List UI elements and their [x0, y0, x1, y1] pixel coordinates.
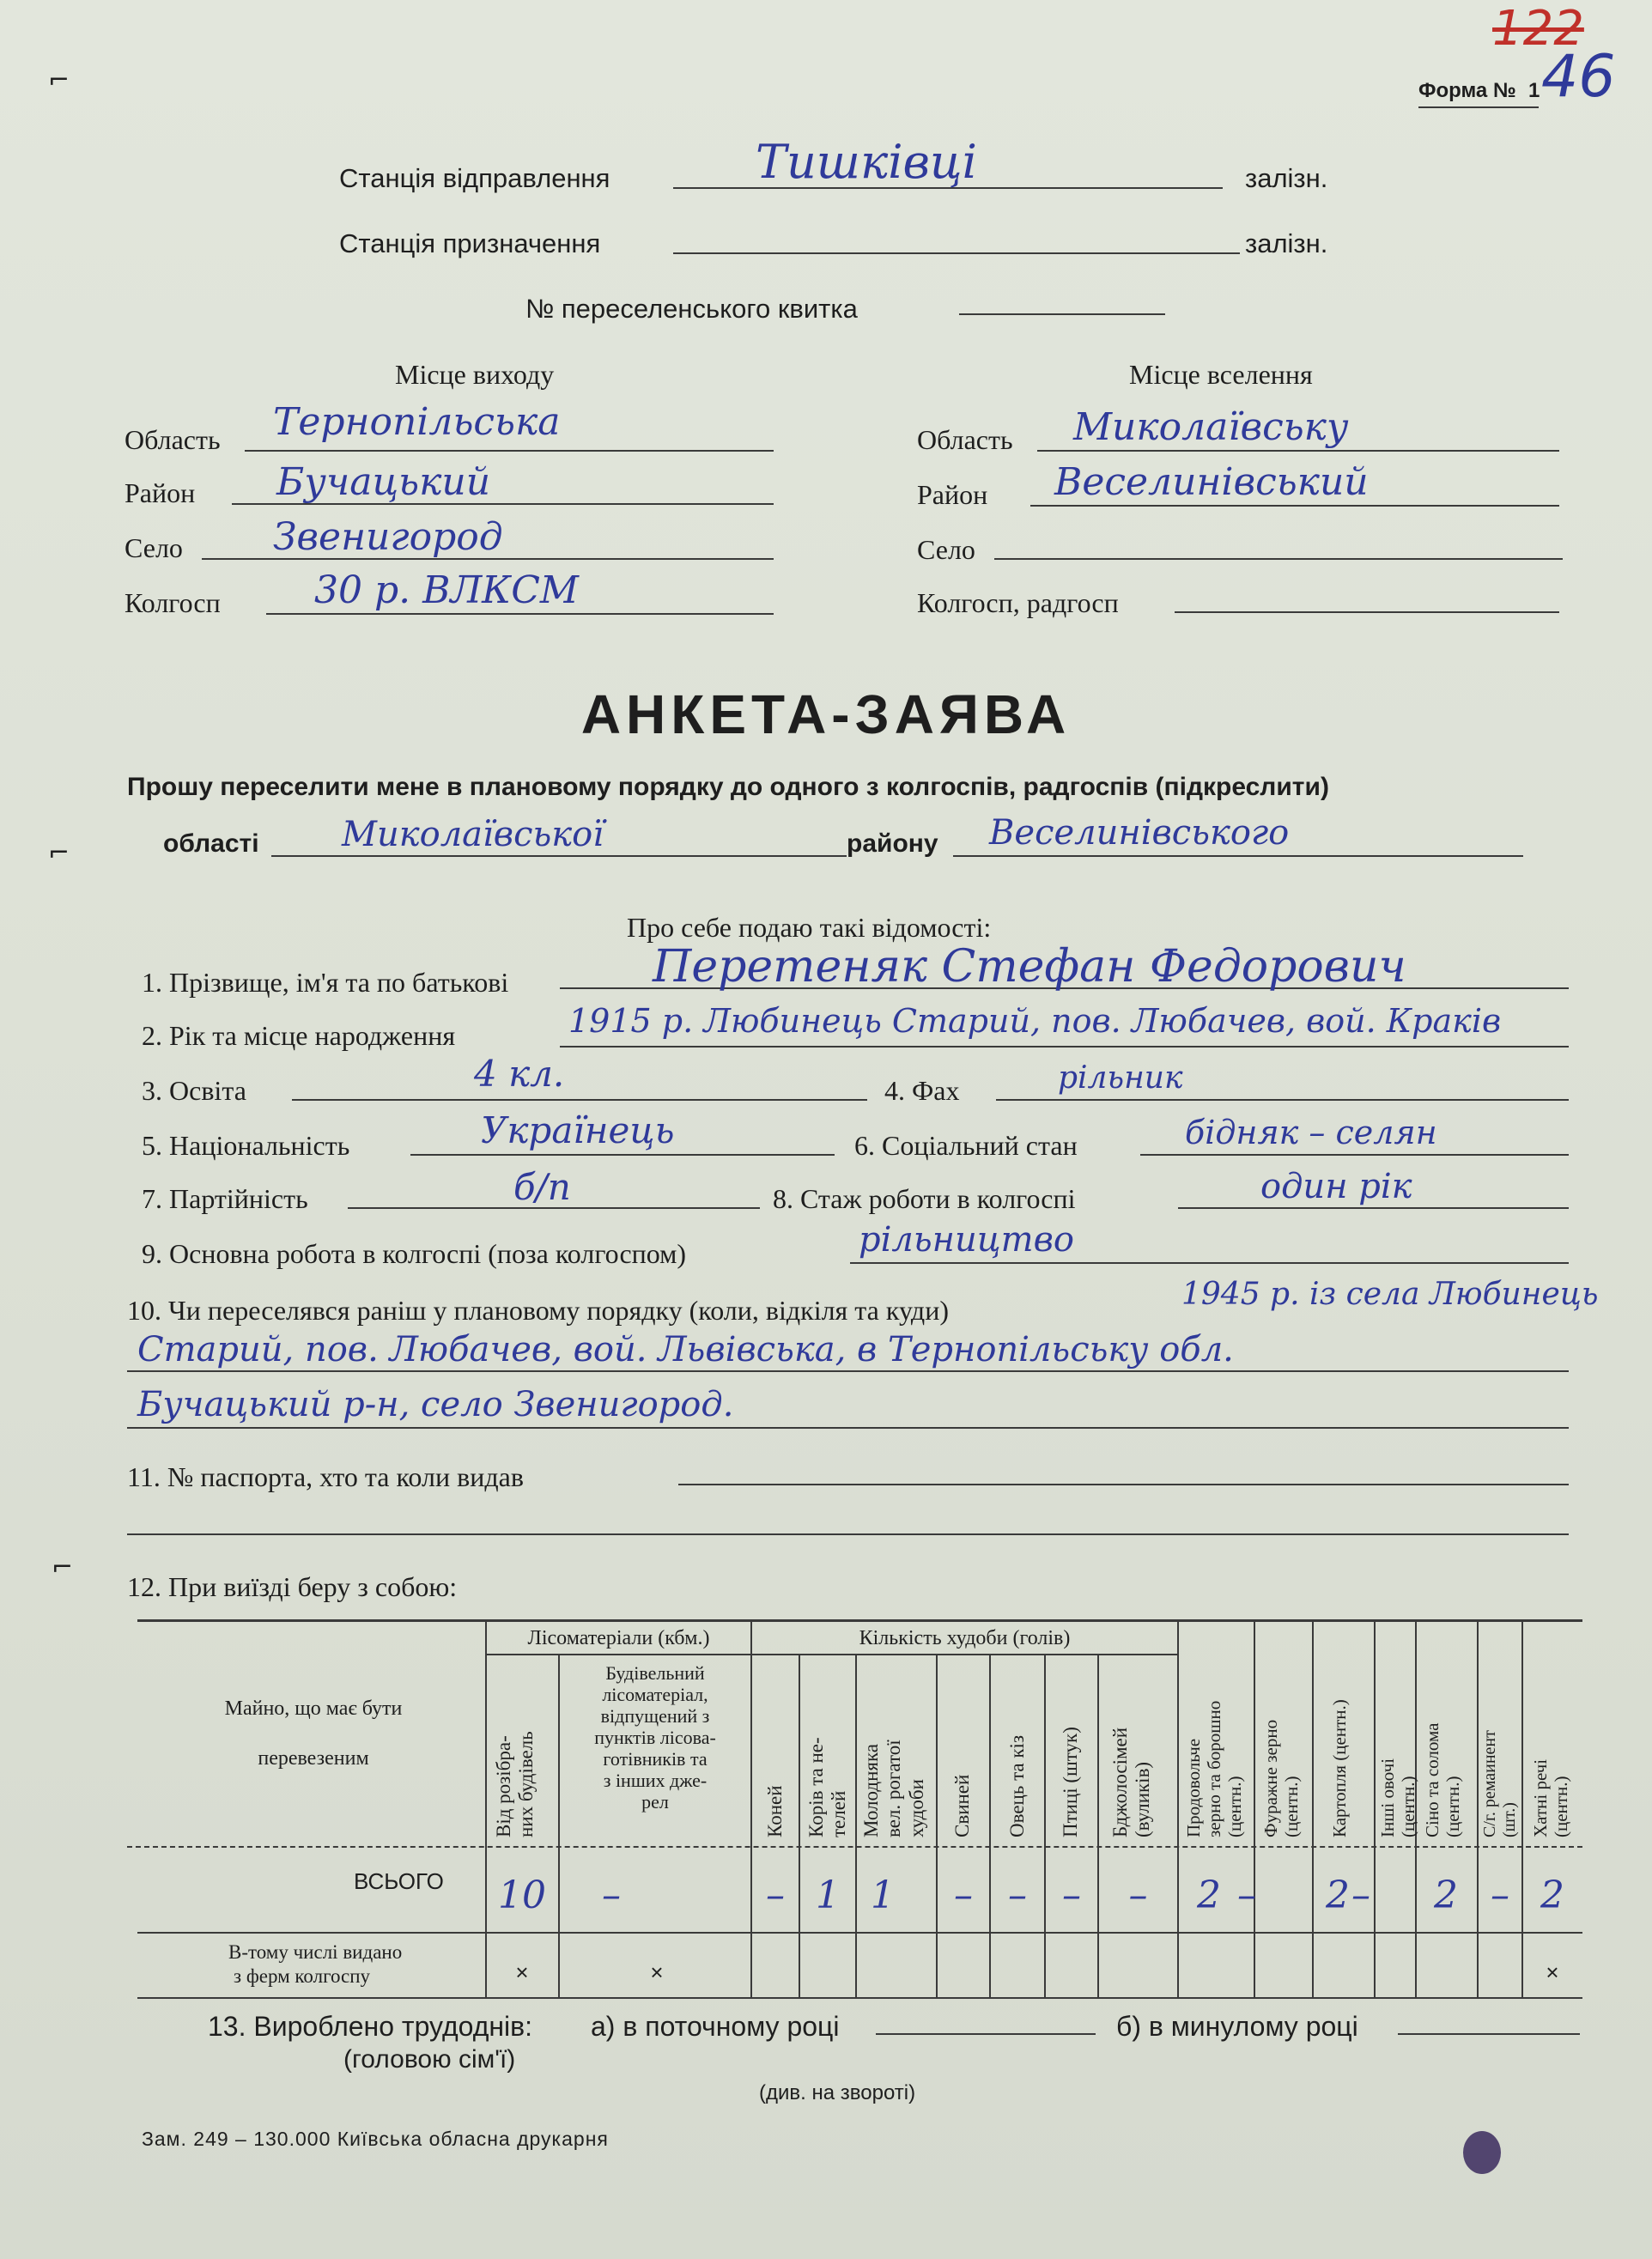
- total-dismantled: 10: [498, 1873, 546, 1917]
- ticket-line: [959, 313, 1165, 315]
- q3-line: [292, 1099, 867, 1101]
- col-building-material-line: пунктів лісова-: [594, 1727, 716, 1748]
- request-raion-label: району: [847, 829, 938, 858]
- col-building-material: [560, 1662, 750, 1813]
- origin-raion-value: Бучацький: [276, 460, 491, 504]
- total-fodder-dash: –: [1237, 1873, 1256, 1917]
- group-livestock: Кількість худоби (голів): [859, 1627, 1071, 1649]
- origin-oblast-value: Тернопільська: [273, 400, 561, 444]
- q10-value-2: Старий, пов. Любачев, вой. Львівська, в Тернопільську обл.: [137, 1330, 1234, 1369]
- total-horses: –: [766, 1873, 785, 1917]
- col-divider-6: [936, 1654, 938, 1997]
- form-label-underline: [1418, 106, 1539, 108]
- col-divider-12: [1312, 1619, 1314, 1997]
- col-household-line: (центн.): [1551, 1776, 1572, 1837]
- col-machines-line: (шт.): [1500, 1802, 1519, 1837]
- q5-label: 5. Національність: [142, 1130, 350, 1161]
- q2-line: [560, 1046, 1569, 1048]
- col-sheep-line: Овець та кіз: [1006, 1734, 1028, 1837]
- request-oblast-value: Миколаївської: [342, 815, 604, 854]
- q3-label: 3. Освіта: [142, 1075, 246, 1106]
- col-household-line: Хатні речі: [1530, 1758, 1551, 1837]
- request-oblast-label: області: [163, 829, 259, 858]
- col-divider-3: [750, 1619, 752, 1997]
- total-bees: –: [1128, 1873, 1148, 1917]
- form-title: АНКЕТА-ЗАЯВА: [580, 683, 1072, 745]
- margin-mark: ⌐: [48, 838, 70, 868]
- q10-value-3: Бучацький р-н, село Звенигород.: [137, 1385, 734, 1424]
- table-group-divider: [485, 1654, 1177, 1655]
- q1-value: Перетеняк Стефан Федорович: [653, 941, 1406, 993]
- q8-line: [1178, 1207, 1569, 1209]
- col-building-material-line: рел: [641, 1791, 669, 1813]
- request-raion-line: [953, 855, 1523, 857]
- origin-raion-label: Район: [125, 477, 196, 508]
- see-reverse-note: (див. на звороті): [759, 2081, 916, 2104]
- col-hay-line: Сіно та солома: [1422, 1722, 1442, 1837]
- q4-line: [996, 1099, 1569, 1101]
- col-cattle-line: телей: [828, 1790, 850, 1837]
- col-divider-8: [1044, 1654, 1046, 1997]
- q8-value: один рік: [1260, 1167, 1412, 1206]
- col-vegetables-line: (центн.): [1398, 1776, 1419, 1837]
- col-divider-9: [1097, 1654, 1099, 1997]
- col-hay-line: (центн.): [1442, 1776, 1464, 1837]
- col-machines: [1480, 1730, 1520, 1837]
- col-property-line-2: перевезеним: [258, 1747, 369, 1770]
- total-pigs: –: [954, 1873, 973, 1917]
- row-issued-label-1: В-тому числі видано: [228, 1941, 403, 1963]
- col-vegetables-line: Інші овочі: [1377, 1758, 1398, 1837]
- workdays-label: 13. Вироблено трудоднів:: [208, 2011, 533, 2042]
- q5-value: Українець: [481, 1109, 675, 1151]
- col-building-material-line: відпущений з: [600, 1705, 710, 1727]
- destination-station-label: Станція призначення: [339, 228, 601, 258]
- about-heading: Про себе подаю такі відомості:: [627, 912, 992, 943]
- q2-value: 1915 р. Любинець Старий, пов. Любачев, вой. Краків: [568, 1002, 1502, 1040]
- workdays-b-line: [1398, 2033, 1580, 2035]
- q6-value: бідняк – селян: [1185, 1114, 1437, 1151]
- margin-mark: ⌐: [48, 65, 70, 95]
- destination-kolhosp-label: Колгосп, радгосп: [917, 587, 1119, 618]
- row-total-label: ВСЬОГО: [354, 1868, 444, 1894]
- col-divider-10: [1177, 1619, 1179, 1997]
- col-cattle: [805, 1737, 851, 1837]
- total-poultry: –: [1062, 1873, 1081, 1917]
- ticket-label: № переселенського квитка: [525, 294, 858, 324]
- destination-selo-line: [994, 558, 1563, 560]
- col-divider-13: [1374, 1619, 1376, 1997]
- total-cattle: 1: [816, 1873, 840, 1917]
- destination-raion-value: Веселинівський: [1054, 460, 1369, 504]
- col-poultry: [1060, 1727, 1082, 1837]
- destination-raion-label: Район: [917, 479, 988, 510]
- origin-oblast-label: Область: [125, 424, 221, 455]
- workdays-b-label: б) в минулому році: [1116, 2011, 1358, 2042]
- col-horses: [764, 1785, 787, 1837]
- q10-value-1: 1945 р. із села Любинець: [1181, 1277, 1599, 1312]
- issued-mark-household: ×: [1546, 1959, 1559, 1985]
- q4-label: 4. Фах: [884, 1075, 960, 1106]
- q11-line-2: [127, 1533, 1569, 1535]
- origin-kolhosp-label: Колгосп: [125, 587, 221, 618]
- origin-kolhosp-line: [266, 613, 774, 615]
- col-divider-7: [989, 1654, 991, 1997]
- total-food-grain: 2: [1197, 1873, 1221, 1917]
- railway-label-destination: залізн.: [1245, 228, 1328, 258]
- col-vegetables: [1377, 1758, 1418, 1837]
- origin-selo-label: Село: [125, 532, 183, 563]
- col-building-material-line: Будівельний: [605, 1662, 705, 1684]
- col-divider-15: [1477, 1619, 1479, 1997]
- col-pigs-line: Свиней: [951, 1774, 973, 1837]
- printer-imprint: Зам. 249 – 130.000 Київська обласна друкарня: [142, 2128, 609, 2150]
- total-young: 1: [871, 1873, 895, 1917]
- q12-label: 12. При виїзді беру з собою:: [127, 1571, 458, 1602]
- col-poultry-line: Птиці (штук): [1060, 1727, 1081, 1837]
- origin-selo-value: Звенигород: [273, 515, 503, 559]
- col-divider-16: [1521, 1619, 1523, 1997]
- archive-number-struck: 122: [1492, 1, 1584, 57]
- total-household: 2: [1540, 1873, 1564, 1917]
- total-potatoes-dash: –: [1351, 1873, 1370, 1917]
- total-hay: 2: [1434, 1873, 1458, 1917]
- destination-heading: Місце вселення: [1129, 359, 1313, 390]
- destination-selo-label: Село: [917, 534, 975, 565]
- q11-label: 11. № паспорта, хто та коли видав: [127, 1461, 524, 1492]
- destination-kolhosp-line: [1175, 611, 1559, 613]
- col-divider-11: [1254, 1619, 1255, 1997]
- col-cattle-line: Корів та не-: [805, 1737, 827, 1837]
- col-potatoes: [1329, 1699, 1350, 1837]
- q7-value: б/п: [513, 1166, 571, 1208]
- col-bees-line: Бджолосімей: [1109, 1727, 1131, 1837]
- total-fodder: 2: [1326, 1873, 1350, 1917]
- q9-label: 9. Основна робота в колгоспі (поза колгоспом): [142, 1238, 687, 1269]
- col-machines-line: С/г. ремаинент: [1480, 1730, 1499, 1837]
- railway-label-departure: залізн.: [1245, 163, 1328, 193]
- destination-oblast-value: Миколаївську: [1073, 405, 1349, 449]
- workdays-sub-label: (головою сім'ї): [343, 2045, 516, 2074]
- request-raion-value: Веселинівського: [989, 813, 1290, 853]
- col-dismantled-line: Від розібра-: [493, 1735, 514, 1837]
- form-number: 1: [1528, 79, 1540, 102]
- q7-label: 7. Партійність: [142, 1183, 308, 1214]
- ink-blot: [1463, 2131, 1501, 2174]
- col-household: [1530, 1759, 1571, 1837]
- q10-line-2: [127, 1370, 1569, 1372]
- col-divider-1: [485, 1619, 487, 1997]
- destination-raion-line: [1030, 505, 1559, 507]
- col-fodder-line: (центн.): [1281, 1776, 1303, 1837]
- col-young-line: худоби: [905, 1779, 927, 1837]
- table-bottom-border: [137, 1997, 1582, 1999]
- issued-mark-building: ×: [650, 1959, 664, 1985]
- q6-label: 6. Соціальний стан: [854, 1130, 1078, 1161]
- col-bees: [1109, 1728, 1155, 1837]
- col-hay: [1422, 1723, 1463, 1837]
- destination-oblast-line: [1037, 450, 1559, 452]
- col-food-grain-line: (центн.): [1224, 1776, 1246, 1837]
- total-sheep: –: [1008, 1873, 1027, 1917]
- origin-oblast-line: [245, 450, 774, 452]
- col-potatoes-line: Картопля (центн.): [1329, 1699, 1350, 1837]
- col-dismantled: [493, 1731, 538, 1837]
- col-sheep: [1006, 1735, 1029, 1837]
- col-building-material-line: з інших дже-: [603, 1770, 708, 1791]
- table-top-border: [137, 1619, 1582, 1622]
- q9-line: [850, 1262, 1569, 1264]
- request-oblast-line: [271, 855, 847, 857]
- origin-kolhosp-value: 30 р. ВЛКСМ: [314, 568, 579, 612]
- q10-line-3: [127, 1427, 1569, 1429]
- col-divider-5: [855, 1654, 857, 1997]
- group-timber: Лісоматеріали (кбм.): [527, 1627, 710, 1649]
- form-label: Форма №: [1418, 79, 1516, 102]
- col-young-line: вел. рогатої: [883, 1740, 905, 1837]
- departure-station-value: Тишківці: [756, 135, 977, 189]
- col-dismantled-line: них будівель: [515, 1731, 538, 1837]
- origin-heading: Місце виходу: [395, 359, 555, 390]
- archive-number: 46: [1541, 43, 1616, 111]
- row-issued-label-2: з ферм колгоспу: [234, 1965, 371, 1987]
- q6-line: [1140, 1154, 1569, 1156]
- q4-value: рільник: [1058, 1060, 1183, 1096]
- total-building-material: –: [602, 1873, 621, 1917]
- col-building-material-line: лісоматеріал,: [602, 1684, 708, 1705]
- col-bees-line: (вуликів): [1132, 1761, 1154, 1837]
- workdays-a-label: а) в поточному році: [591, 2011, 840, 2042]
- col-pigs: [951, 1775, 974, 1837]
- col-fodder: [1260, 1720, 1302, 1837]
- q10-label: 10. Чи переселявся раніш у плановому порядку (коли, відкіля та куди): [127, 1295, 949, 1326]
- q3-value: 4 кл.: [474, 1053, 565, 1095]
- margin-mark: ⌐: [52, 1552, 74, 1582]
- issued-mark-dismantled: ×: [515, 1959, 529, 1985]
- col-food-grain-line: зерно та борошно: [1204, 1700, 1225, 1837]
- col-fodder-line: Фуражне зерно: [1260, 1719, 1281, 1837]
- total-machines: –: [1491, 1873, 1509, 1917]
- col-food-grain: [1183, 1701, 1245, 1837]
- workdays-a-line: [876, 2033, 1096, 2035]
- col-property-line-1: Майно, що має бути: [224, 1697, 403, 1720]
- col-horses-line: Коней: [764, 1785, 786, 1837]
- destination-oblast-label: Область: [917, 424, 1013, 455]
- q8-label: 8. Стаж роботи в колгоспі: [773, 1183, 1076, 1214]
- table-total-bottom: [137, 1932, 1582, 1934]
- request-text: Прошу переселити мене в плановому порядку до одного з колгоспів, радгоспів (підкреслити): [127, 773, 1329, 801]
- col-building-material-line: готівників та: [603, 1748, 708, 1770]
- q1-label: 1. Прізвище, ім'я та по батькові: [142, 967, 509, 998]
- col-divider-4: [799, 1654, 800, 1997]
- q2-label: 2. Рік та місце народження: [142, 1020, 456, 1051]
- q9-value: рільництво: [859, 1220, 1074, 1260]
- q11-line: [678, 1484, 1569, 1485]
- col-young-line: Молодняка: [860, 1743, 882, 1837]
- destination-station-line: [673, 252, 1240, 254]
- col-young: [860, 1740, 928, 1837]
- q5-line: [410, 1154, 835, 1156]
- departure-station-label: Станція відправлення: [339, 163, 610, 193]
- col-food-grain-line: Продовольче: [1183, 1738, 1204, 1837]
